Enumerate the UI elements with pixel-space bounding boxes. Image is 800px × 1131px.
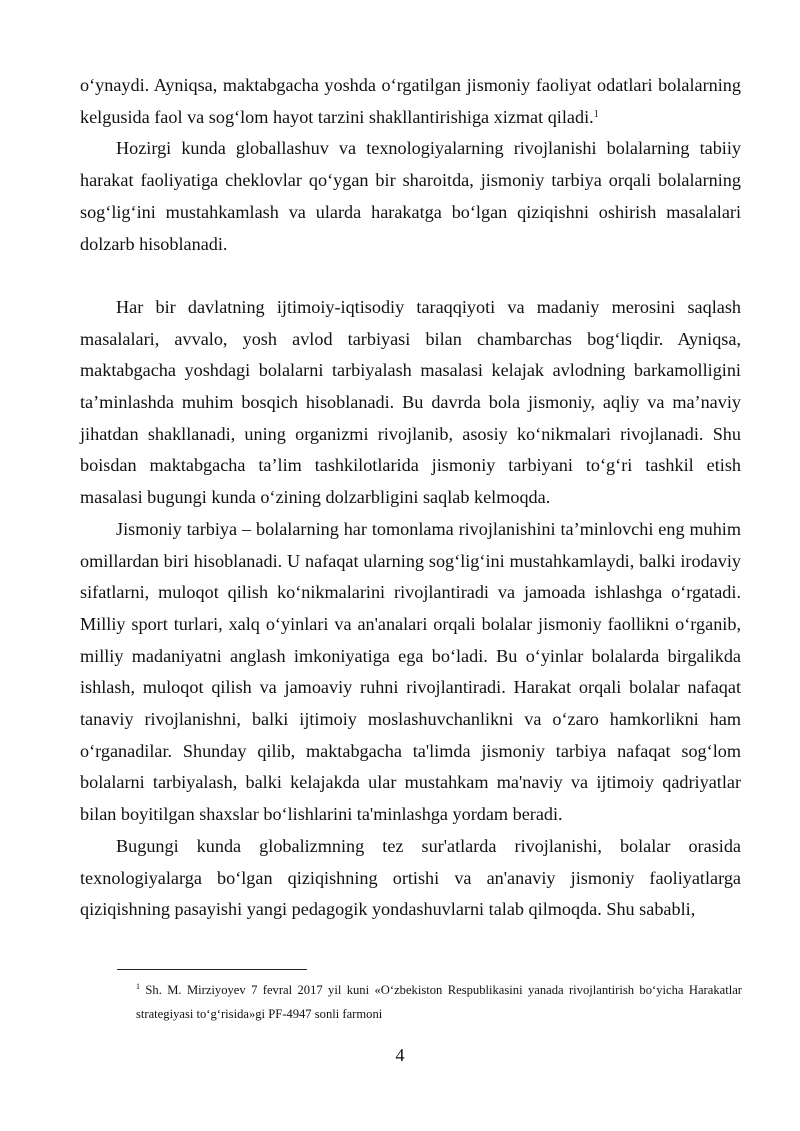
body-text <box>80 70 741 926</box>
paragraph-4: Jismoniy tarbiya – bolalarning har tomonlama rivojlanishini ta’minlovchi eng muhim omillardan biri hisoblanadi. U nafaqat ularning sog‘lig‘ini mustahkamlaydi, balki irodaviy sifatlarni, muloqot qilish ko‘nikmalarini rivojlantiradi va jamoada ishlashga o‘rgatadi. Milliy sport turlari, xalq o‘yinlari va an'analari orqali bolalar jismoniy faollikni o‘rganib, milliy madaniyatni anglash imkoniyatiga ega bo‘ladi. Bu o‘yinlar bolalarda birgalikda ishlash, muloqot qilish va jamoaviy ruhni rivojlantiradi. Harakat orqali bolalar nafaqat tanaviy rivojlanishni, balki ijtimoiy moslashuvchanlikni va o‘zaro hamkorlikni ham o‘rganadilar. Shunday qilib, maktabgacha ta'limda jismoniy tarbiya nafaqat sog‘lom bolalarni tarbiyalash, balki kelajakda ular mustahkam ma'naviy va ijtimoiy qadriyatlar bilan boyitilgan shaxslar bo‘lishlarini ta'minlashga yordam beradi. <box>80 518 741 825</box>
footnote-reference: 1 <box>593 108 599 120</box>
footnote-marker: 1 <box>136 982 140 991</box>
page-number: 4 <box>395 1045 405 1065</box>
paragraph-3: Har bir davlatning ijtimoiy-iqtisodiy taraqqiyoti va madaniy merosini saqlash masalalari, avvalo, yosh avlod tarbiyasi bilan chambarchas bog‘liqdir. Ayniqsa, maktabgacha yoshdagi bolalarni tarbiyalash masalasi kelajak avlodning barkamolligini ta’minlashda muhim bosqich hisoblanadi. Bu davrda bola jismoniy, aqliy va ma’naviy jihatdan shakllanadi, uning organizmi rivojlanib, asosiy ko‘nikmalari rivojlanadi. Shu boisdan maktabgacha ta’lim tashkilotlarida jismoniy tarbiyani to‘g‘ri tashkil etish masalasi bugungi kunda o‘zining dolzarbligini saqlab kelmoqda. <box>80 296 741 508</box>
paragraph-2: Hozirgi kunda globallashuv va texnologiyalarning rivojlanishi bolalarning tabiiy harakat faoliyatiga cheklovlar qo‘ygan bir sharoitda, jismoniy tarbiya orqali bolalarning sog‘lig‘ini mustahkamlash va ularda harakatga bo‘lgan qiziqishni oshirish masalalari dolzarb hisoblanadi. <box>80 138 741 254</box>
footnote-separator <box>117 969 307 970</box>
paragraph-1 <box>80 70 741 133</box>
footnote <box>136 978 742 1026</box>
paragraph-5: Bugungi kunda globalizmning tez sur'atlarda rivojlanishi, bolalar orasida texnologiyalarga bo‘lgan qiziqishning ortishi va an'anaviy jismoniy faoliyatlarga qiziqishning pasayishi yangi pedagogik yondashuvlarni talab qilmoqda. Shu sababli, <box>80 835 741 920</box>
paragraph-1-text: o‘ynaydi. Ayniqsa, maktabgacha yoshda o‘rgatilgan jismoniy faoliyat odatlari bolalarning kelgusida faol va sog‘lom hayot tarzini shakllantirishiga xizmat qiladi. <box>80 75 741 127</box>
footnote-text: Sh. M. Mirziyoyev 7 fevral 2017 yil kuni «O‘zbekiston Respublikasini yanada rivojlantirish bo‘yicha Harakatlar strategiyasi to‘g‘risida»gi PF-4947 sonli farmoni <box>136 983 742 1021</box>
